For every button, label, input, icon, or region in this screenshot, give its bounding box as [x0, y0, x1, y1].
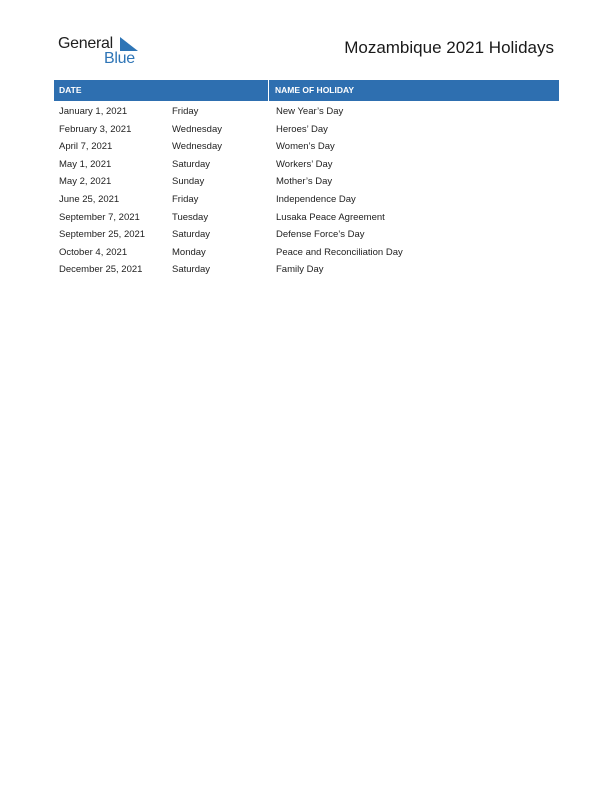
cell-weekday: Sunday — [172, 176, 205, 188]
cell-holiday-name: New Year’s Day — [276, 106, 344, 117]
cell-date: April 7, 2021 — [59, 141, 113, 153]
table-row — [54, 121, 559, 139]
cell-holiday-name: Mother’s Day — [276, 176, 333, 188]
cell-weekday: Monday — [172, 246, 206, 258]
logo — [58, 35, 148, 67]
cell-date: September 7, 2021 — [59, 211, 140, 223]
cell-date: October 4, 2021 — [59, 246, 128, 258]
cell-holiday-name: Peace and Reconciliation Day — [276, 246, 403, 258]
cell-weekday: Wednesday — [172, 141, 222, 153]
cell-weekday: Friday — [172, 193, 199, 205]
table-row — [54, 226, 559, 244]
table-row — [54, 191, 559, 209]
cell-weekday: Saturday — [172, 229, 211, 241]
logo-triangle-icon — [120, 37, 138, 51]
cell-holiday-name: Women’s Day — [276, 141, 335, 153]
cell-date: June 25, 2021 — [59, 193, 120, 205]
cell-holiday-name: Lusaka Peace Agreement — [276, 211, 385, 223]
cell-weekday: Saturday — [172, 264, 211, 276]
table-body — [54, 103, 559, 279]
cell-holiday-name: Independence Day — [276, 193, 356, 205]
cell-weekday: Tuesday — [172, 211, 209, 223]
cell-weekday: Wednesday — [172, 123, 222, 135]
cell-date: December 25, 2021 — [59, 264, 143, 276]
table-row — [54, 156, 559, 174]
table-row — [54, 209, 559, 227]
column-header-date: DATE — [54, 80, 269, 101]
cell-holiday-name: Family Day — [276, 264, 324, 276]
cell-date: May 1, 2021 — [59, 158, 112, 170]
table-row — [54, 261, 559, 279]
logo-word-general: General — [58, 35, 113, 52]
cell-date: January 1, 2021 — [59, 106, 128, 117]
table-header — [54, 80, 559, 101]
page-title: Mozambique 2021 Holidays — [344, 38, 554, 57]
cell-date: February 3, 2021 — [59, 123, 132, 135]
cell-weekday: Saturday — [172, 158, 211, 170]
table-row — [54, 103, 559, 121]
cell-date: September 25, 2021 — [59, 229, 146, 241]
table-row — [54, 244, 559, 262]
table-row — [54, 173, 559, 191]
logo-word-blue: Blue — [104, 50, 135, 67]
table-row — [54, 138, 559, 156]
cell-date: May 2, 2021 — [59, 176, 112, 188]
cell-holiday-name: Workers’ Day — [276, 158, 333, 170]
holiday-table — [54, 80, 559, 279]
column-header-name: NAME OF HOLIDAY — [275, 85, 355, 95]
cell-holiday-name: Defense Force’s Day — [276, 229, 365, 241]
cell-weekday: Friday — [172, 106, 199, 117]
cell-holiday-name: Heroes’ Day — [276, 123, 328, 135]
